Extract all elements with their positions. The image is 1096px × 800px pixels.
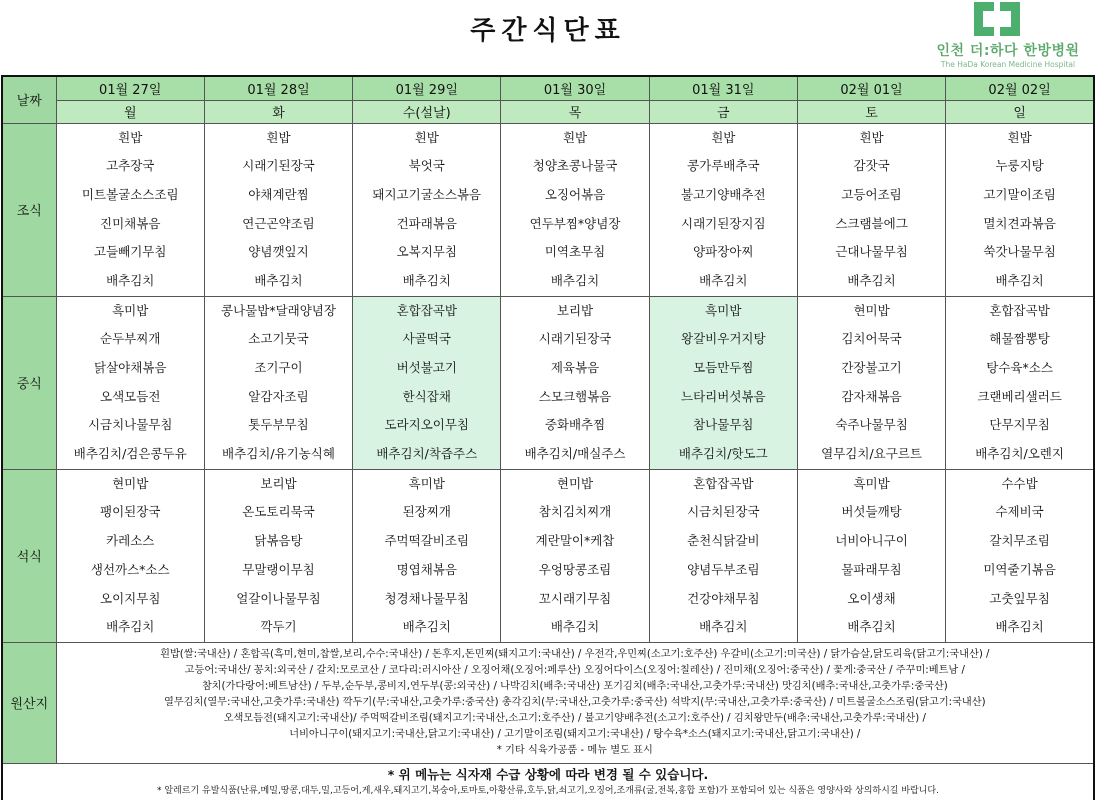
dinner-label: 석식 <box>2 469 56 642</box>
origin-info <box>56 642 1094 763</box>
date-cell: 01월 31일 <box>649 76 797 100</box>
menu-item: 고춧잎무침 <box>989 590 1050 606</box>
origin-line: 오색모듬전(돼지고기:국내산)/ 주먹떡갈비조림(돼지고기:국내산,소고기:호주산) / 불고기양배추전(소고기:호주산) / 김치왕만두(배추:국내산,고춧가루:국내산) / <box>223 712 926 724</box>
menu-item: 배추김치 <box>106 619 155 635</box>
menu-item: 흑미밥 <box>408 475 445 491</box>
breakfast-day-cell <box>501 123 649 296</box>
menu-item: 청경채나물무침 <box>384 590 470 606</box>
hospital-name: 인천 더:하다 한방병원 <box>936 43 1080 59</box>
lunch-label: 중식 <box>2 296 56 469</box>
weekday-cell: 수(설날) <box>353 100 501 123</box>
menu-item: 버섯불고기 <box>396 360 457 375</box>
origin-label: 원산지 <box>2 642 56 763</box>
menu-item: 배추김치/핫도그 <box>678 446 768 462</box>
menu-item: 꼬시래기무침 <box>538 590 612 606</box>
menu-item: 배추김치/착즙주스 <box>376 446 478 462</box>
menu-item: 춘천식닭갈비 <box>687 533 760 549</box>
menu-item: 오이생채 <box>847 590 896 606</box>
menu-item: 혼합잡곡밥 <box>396 302 457 318</box>
menu-item: 혼합잡곡밥 <box>693 475 754 491</box>
menu-item: 보리밥 <box>260 475 297 491</box>
origin-line: 참치(가다랑어:베트남산) / 두부,순두부,콩비지,연두부(콩:외국산) / 나박김치(배추:국내산) 포기김치(배추:국내산,고춧가루:국내산) 맛김치(배추:국내산,고춧가루:중국산) <box>201 680 948 692</box>
menu-item: 오색모듬전 <box>100 388 161 404</box>
menu-item: 흑미밥 <box>853 475 890 491</box>
menu-item: 양념깻잎지 <box>248 244 309 260</box>
menu-item: 주먹떡갈비조림 <box>384 533 470 549</box>
menu-item: 팽이된장국 <box>100 504 161 520</box>
menu-item: 멸치견과볶음 <box>983 215 1056 231</box>
date-cell: 02월 02일 <box>946 76 1094 100</box>
menu-item: 제육볶음 <box>550 360 600 375</box>
menu-item: 시래기된장지짐 <box>681 215 766 231</box>
menu-item: 김치어묵국 <box>841 331 902 347</box>
menu-item: 해물짬뽕탕 <box>989 331 1050 347</box>
origin-line: 고등어:국내산/ 꽁치:외국산 / 갈치:모로코산 / 코다리:러시아산 / 오징어채(오징어:페루산) 오징어다이스(오징어:칠레산) / 진미채(오징어:중국산) / 꽃게:중국산 / 주꾸미:베트남 / <box>184 664 965 676</box>
menu-item: 갈치무조림 <box>989 533 1050 549</box>
menu-item: 너비아니구이 <box>835 533 908 549</box>
menu-item: 명엽채볶음 <box>396 561 457 577</box>
breakfast-day-cell <box>649 123 797 296</box>
lunch-day-cell <box>946 296 1094 469</box>
menu-item: 미역줄기볶음 <box>983 561 1056 577</box>
menu-item: 배추김치/유기농식혜 <box>222 446 335 462</box>
menu-item: 닭살야채볶음 <box>94 360 167 375</box>
lunch-day-cell <box>56 296 204 469</box>
dinner-row <box>2 469 1094 642</box>
weekly-menu-table <box>1 75 1095 800</box>
menu-item: 배추김치 <box>550 272 600 288</box>
menu-item: 흰밥 <box>1007 129 1032 145</box>
menu-item: 흰밥 <box>266 129 291 145</box>
hospital-logo-icon <box>974 2 1020 36</box>
menu-item: 고들빼기무침 <box>94 244 167 260</box>
menu-item: 시금치나물무침 <box>87 417 173 433</box>
menu-item: 배추김치 <box>847 619 896 635</box>
menu-item: 크랜베리샐러드 <box>977 388 1062 404</box>
menu-item: 배추김치 <box>254 272 303 288</box>
menu-item: 수수밥 <box>1001 475 1038 491</box>
menu-item: 배추김치 <box>699 272 748 288</box>
menu-item: 미역초무침 <box>544 244 606 260</box>
menu-item: 단무지무침 <box>989 417 1050 433</box>
breakfast-row <box>2 123 1094 296</box>
menu-item: 수제비국 <box>995 504 1044 520</box>
date-row <box>2 76 1094 100</box>
menu-item: 보리밥 <box>556 302 594 318</box>
menu-item: 스크램블에그 <box>835 215 908 231</box>
menu-item: 우엉땅콩조림 <box>538 561 612 577</box>
notice-row <box>2 763 1094 800</box>
menu-item: 닭볶음탕 <box>254 533 303 549</box>
menu-item: 한식잡채 <box>402 388 451 404</box>
menu-item: 참치김치찌개 <box>538 504 612 520</box>
allergy-notice: * 알레르기 유발식품(난류,메밀,땅콩,대두,밀,고등어,게,새우,돼지고기,복숭아,토마토,아황산류,호두,닭,쇠고기,오징어,조개류(굴,전복,홍합 포함)가 포함되어 있는 식품은 영양사와 상의하시길 바랍니다. <box>157 786 939 797</box>
notice <box>2 763 1094 800</box>
lunch-day-cell <box>353 296 501 469</box>
menu-item: 감자채볶음 <box>841 388 902 404</box>
menu-item: 흰밥 <box>118 129 143 145</box>
dinner-day-cell <box>649 469 797 642</box>
menu-item: 양파장아찌 <box>693 244 754 260</box>
menu-item: 오이지무침 <box>100 590 161 606</box>
breakfast-day-cell <box>353 123 501 296</box>
menu-item: 콩가루배추국 <box>687 158 760 174</box>
menu-item: 배추김치/매실주스 <box>524 446 626 462</box>
menu-item: 현미밥 <box>112 475 149 491</box>
menu-item: 미트볼굴소스조림 <box>81 186 179 202</box>
dinner-day-cell <box>56 469 204 642</box>
breakfast-day-cell <box>204 123 352 296</box>
menu-item: 열무김치/요구르트 <box>821 446 922 462</box>
menu-item: 흰밥 <box>711 129 736 145</box>
menu-item: 불고기양배추전 <box>681 186 766 202</box>
menu-item: 카레소스 <box>106 533 155 549</box>
lunch-day-cell <box>204 296 352 469</box>
menu-item: 흑미밥 <box>705 302 742 318</box>
menu-item: 느타리버섯볶음 <box>681 388 766 404</box>
menu-item: 흑미밥 <box>112 302 149 318</box>
menu-item: 배추김치/검은콩두유 <box>73 446 187 462</box>
menu-item: 양념두부조림 <box>687 561 760 577</box>
menu-item: 시래기된장국 <box>538 331 612 347</box>
lunch-row <box>2 296 1094 469</box>
menu-item: 건파래볶음 <box>396 215 457 231</box>
menu-item: 고추장국 <box>106 158 155 174</box>
menu-item: 오복지무침 <box>396 244 457 260</box>
menu-item: 건강야채무침 <box>687 590 760 606</box>
menu-item: 고기말이조림 <box>983 186 1056 202</box>
menu-item: 물파래무침 <box>841 561 902 577</box>
menu-item: 왕갈비우거지탕 <box>681 331 766 347</box>
hospital-logo <box>928 2 1088 74</box>
menu-item: 쑥갓나물무침 <box>983 244 1056 260</box>
menu-item: 시금치된장국 <box>687 504 760 520</box>
weekday-cell: 토 <box>797 100 945 123</box>
menu-item: 소고기뭇국 <box>248 331 309 347</box>
date-cell: 02월 01일 <box>797 76 945 100</box>
menu-item: 도라지오이무침 <box>384 417 470 433</box>
date-cell: 01월 28일 <box>204 76 352 100</box>
menu-item: 사골떡국 <box>402 331 451 347</box>
menu-item: 누룽지탕 <box>995 158 1044 174</box>
menu-item: 연두부찜*양념장 <box>529 215 621 231</box>
menu-item: 탕수육*소스 <box>986 360 1053 375</box>
origin-row <box>2 642 1094 763</box>
dinner-day-cell <box>797 469 945 642</box>
menu-item: 배추김치 <box>699 619 748 635</box>
menu-item: 알감자조림 <box>248 388 309 404</box>
menu-item: 돼지고기굴소스볶음 <box>372 186 482 202</box>
origin-line: 열무김치(열무:국내산,고춧가루:국내산) 깍두기(무:국내산,고춧가루:중국산) 총각김치(무:국내산,고춧가루:중국산) 석박지(무:국내산,고춧가루:중국산) / 미트볼굴소스조림(닭고기:국내산) <box>163 696 986 708</box>
menu-item: 온도토리묵국 <box>242 504 315 520</box>
notice-main: * 위 메뉴는 식자재 수급 상황에 따라 변경 될 수 있습니다. <box>387 767 709 783</box>
menu-item: 시래기된장국 <box>242 158 315 174</box>
menu-item: 진미채볶음 <box>100 215 161 231</box>
weekday-cell: 금 <box>649 100 797 123</box>
menu-item: 콩나물밥*달래양념장 <box>221 302 336 318</box>
menu-item: 청양초콩나물국 <box>532 158 618 174</box>
menu-item: 배추김치 <box>106 272 155 288</box>
menu-item: 생선까스*소스 <box>90 561 170 577</box>
dinner-day-cell <box>353 469 501 642</box>
menu-item: 고등어조림 <box>841 186 902 202</box>
menu-item: 계란말이*케찹 <box>535 533 615 549</box>
menu-item: 배추김치 <box>402 272 451 288</box>
breakfast-day-cell <box>946 123 1094 296</box>
menu-item: 모듬만두찜 <box>693 360 754 375</box>
lunch-day-cell <box>797 296 945 469</box>
menu-item: 야채계란찜 <box>248 186 309 202</box>
lunch-day-cell <box>649 296 797 469</box>
date-cell: 01월 27일 <box>56 76 204 100</box>
weekday-cell: 목 <box>501 100 649 123</box>
lunch-day-cell <box>501 296 649 469</box>
menu-item: 얼갈이나물무침 <box>236 590 321 606</box>
page-header <box>0 0 1096 76</box>
origin-line: 너비아니구이(돼지고기:국내산,닭고기:국내산) / 고기말이조림(돼지고기:국내산) / 탕수육*소스(돼지고기:국내산,닭고기:국내산) / <box>289 728 861 740</box>
menu-item: 북엇국 <box>408 158 445 174</box>
menu-item: 순두부찌개 <box>100 331 161 347</box>
menu-item: 배추김치 <box>995 619 1044 635</box>
menu-item: 스모크햄볶음 <box>538 388 612 404</box>
menu-item: 배추김치 <box>402 619 451 635</box>
weekday-cell: 화 <box>204 100 352 123</box>
menu-item: 흰밥 <box>562 129 588 145</box>
menu-item: 현미밥 <box>853 302 890 318</box>
page-title: 주간식단표 <box>470 16 626 46</box>
breakfast-day-cell <box>56 123 204 296</box>
menu-item: 혼합잡곡밥 <box>989 302 1050 318</box>
menu-item: 깍두기 <box>260 619 297 635</box>
menu-item: 버섯들깨탕 <box>841 504 902 520</box>
menu-item: 감잣국 <box>853 158 890 174</box>
dinner-day-cell <box>946 469 1094 642</box>
menu-item: 현미밥 <box>556 475 594 491</box>
menu-item: 무말랭이무침 <box>242 561 315 577</box>
menu-item: 톳두부무침 <box>248 417 309 433</box>
menu-item: 흰밥 <box>859 129 884 145</box>
menu-item: 된장찌개 <box>402 504 451 520</box>
date-cell: 01월 29일 <box>353 76 501 100</box>
menu-item: 흰밥 <box>414 129 439 145</box>
menu-item: 참나물무침 <box>693 417 754 433</box>
breakfast-day-cell <box>797 123 945 296</box>
origin-line: * 기타 식육가공품 - 메뉴 별도 표시 <box>496 744 653 756</box>
menu-item: 숙주나물무침 <box>835 417 908 433</box>
dinner-day-cell <box>204 469 352 642</box>
breakfast-label: 조식 <box>2 123 56 296</box>
date-cell: 01월 30일 <box>501 76 649 100</box>
menu-item: 배추김치/오렌지 <box>975 446 1064 462</box>
menu-item: 조기구이 <box>254 360 303 375</box>
menu-item: 오징어볶음 <box>544 186 606 202</box>
menu-item: 배추김치 <box>847 272 896 288</box>
dinner-day-cell <box>501 469 649 642</box>
weekday-row <box>2 100 1094 123</box>
weekday-cell: 일 <box>946 100 1094 123</box>
date-label: 날짜 <box>2 76 56 123</box>
weekday-cell: 월 <box>56 100 204 123</box>
menu-item: 배추김치 <box>550 619 600 635</box>
origin-line: 흰밥(쌀:국내산) / 혼합곡(흑미,현미,찹쌀,보리,수수:국내산) / 돈후지,돈민찌(돼지고기:국내산) / 우전각,우민찌(소고기:호주산) 우갈비(소고기:미국산) / 닭가슴살,닭도리육(닭고기:국내산) / <box>160 648 990 660</box>
menu-item: 근대나물무침 <box>835 244 908 260</box>
hospital-name-en: The HaDa Korean Medicine Hospital <box>940 60 1076 69</box>
menu-item: 연근곤약조림 <box>242 215 315 231</box>
menu-item: 간장불고기 <box>841 360 902 375</box>
menu-item: 중화배추찜 <box>544 417 606 433</box>
menu-item: 배추김치 <box>995 272 1044 288</box>
